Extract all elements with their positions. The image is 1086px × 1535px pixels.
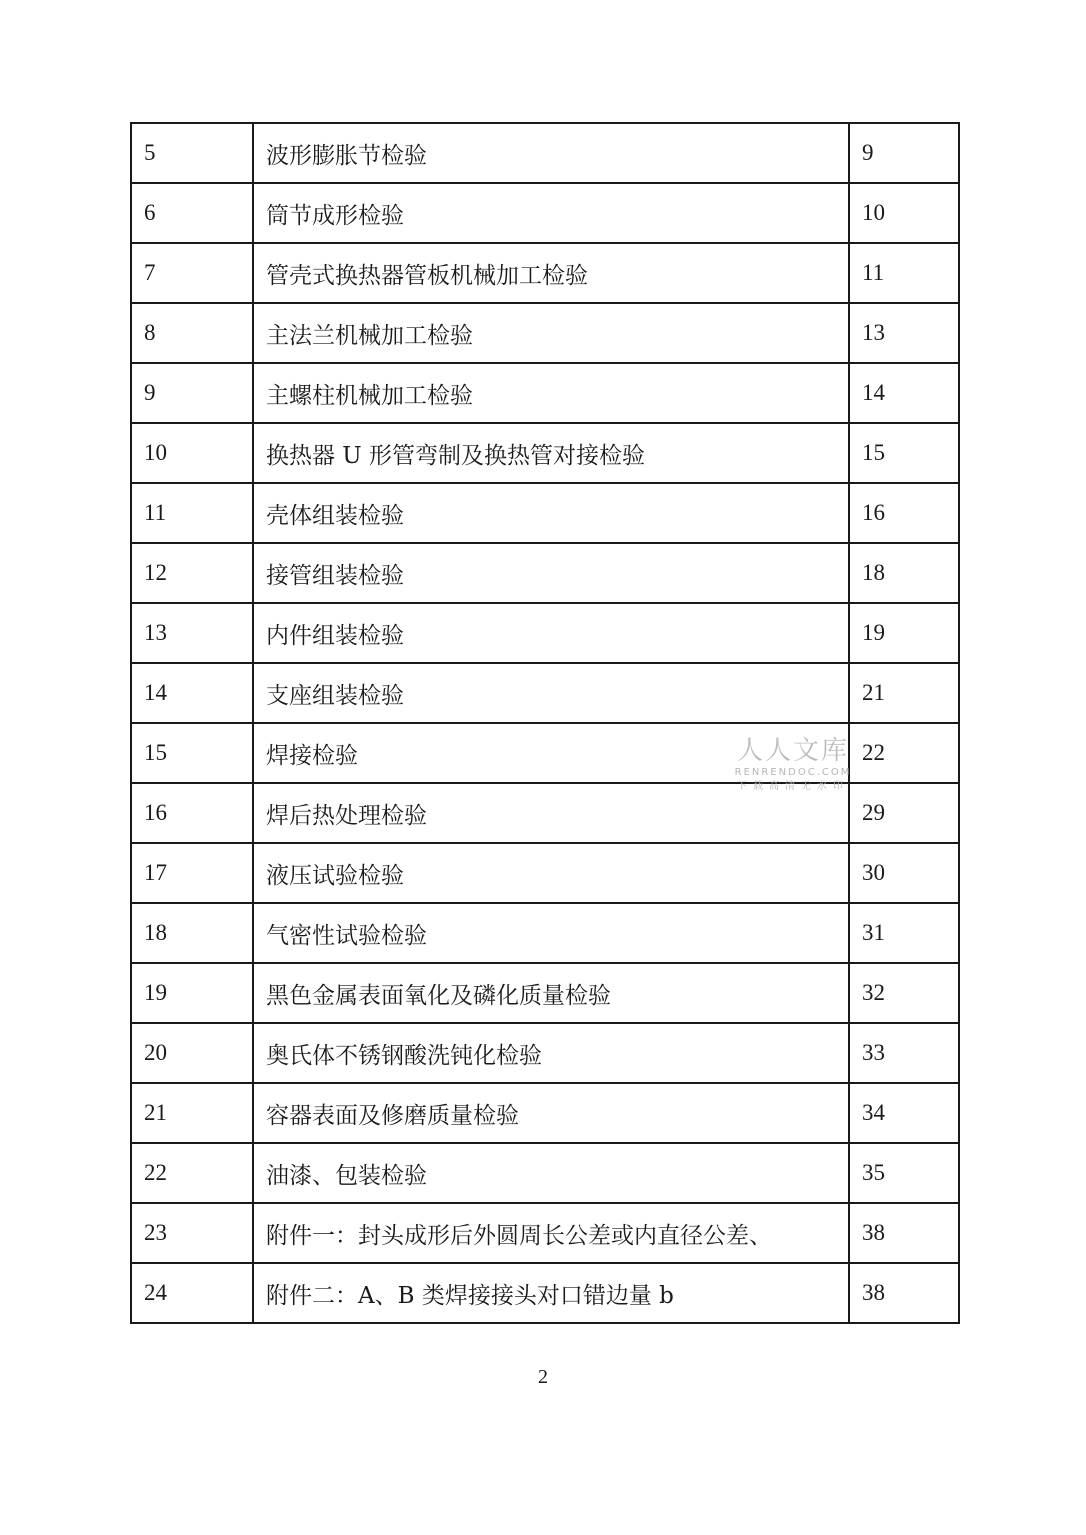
row-title: 筒节成形检验	[253, 183, 849, 243]
row-number: 5	[131, 123, 253, 183]
row-page: 19	[849, 603, 959, 663]
row-title: 支座组装检验	[253, 663, 849, 723]
row-page: 10	[849, 183, 959, 243]
table-row	[131, 843, 959, 903]
watermark-domain: RENRENDOC.COM	[734, 767, 852, 778]
row-title: 黑色金属表面氧化及磷化质量检验	[253, 963, 849, 1023]
row-number: 24	[131, 1263, 253, 1323]
row-page: 31	[849, 903, 959, 963]
row-number: 16	[131, 783, 253, 843]
row-page: 22	[849, 723, 959, 783]
toc-body	[131, 123, 959, 1323]
table-row	[131, 483, 959, 543]
row-page: 29	[849, 783, 959, 843]
row-title: 主法兰机械加工检验	[253, 303, 849, 363]
row-number: 10	[131, 423, 253, 483]
row-page: 9	[849, 123, 959, 183]
row-title: 容器表面及修磨质量检验	[253, 1083, 849, 1143]
table-row	[131, 1143, 959, 1203]
row-page: 16	[849, 483, 959, 543]
table-row	[131, 123, 959, 183]
table-row	[131, 1263, 959, 1323]
page-number: 2	[538, 1366, 548, 1388]
table-row	[131, 603, 959, 663]
table-row	[131, 1083, 959, 1143]
row-number: 15	[131, 723, 253, 783]
row-number: 13	[131, 603, 253, 663]
row-number: 9	[131, 363, 253, 423]
row-title: 液压试验检验	[253, 843, 849, 903]
row-title: 奥氏体不锈钢酸洗钝化检验	[253, 1023, 849, 1083]
row-number: 12	[131, 543, 253, 603]
row-title: 主螺柱机械加工检验	[253, 363, 849, 423]
row-title: 波形膨胀节检验	[253, 123, 849, 183]
table-row	[131, 663, 959, 723]
row-page: 15	[849, 423, 959, 483]
row-title: 管壳式换热器管板机械加工检验	[253, 243, 849, 303]
table-row	[131, 783, 959, 843]
row-page: 35	[849, 1143, 959, 1203]
row-page: 30	[849, 843, 959, 903]
row-number: 7	[131, 243, 253, 303]
row-page: 18	[849, 543, 959, 603]
row-title: 接管组装检验	[253, 543, 849, 603]
row-number: 17	[131, 843, 253, 903]
table-row	[131, 423, 959, 483]
table-row	[131, 903, 959, 963]
table-row	[131, 1023, 959, 1083]
table-row	[131, 963, 959, 1023]
row-number: 8	[131, 303, 253, 363]
table-row	[131, 243, 959, 303]
table-row	[131, 543, 959, 603]
row-number: 11	[131, 483, 253, 543]
row-number: 19	[131, 963, 253, 1023]
table-row	[131, 303, 959, 363]
row-page: 33	[849, 1023, 959, 1083]
table-row	[131, 1203, 959, 1263]
row-title: 焊接检验	[253, 723, 849, 783]
row-number: 18	[131, 903, 253, 963]
row-page: 11	[849, 243, 959, 303]
row-number: 6	[131, 183, 253, 243]
row-page: 32	[849, 963, 959, 1023]
row-page: 14	[849, 363, 959, 423]
row-number: 20	[131, 1023, 253, 1083]
watermark-subtitle: 下载高清无水印	[737, 781, 849, 792]
row-title: 附件二：A、B 类焊接接头对口错边量 b	[253, 1263, 849, 1323]
row-title: 壳体组装检验	[253, 483, 849, 543]
row-number: 21	[131, 1083, 253, 1143]
table-row	[131, 723, 959, 783]
row-title: 附件一：封头成形后外圆周长公差或内直径公差、	[253, 1203, 849, 1263]
row-page: 38	[849, 1203, 959, 1263]
table-row	[131, 363, 959, 423]
watermark-title: 人人文库	[736, 736, 849, 766]
row-title: 换热器 U 形管弯制及换热管对接检验	[253, 423, 849, 483]
row-number: 23	[131, 1203, 253, 1263]
row-page: 21	[849, 663, 959, 723]
row-number: 22	[131, 1143, 253, 1203]
row-title: 焊后热处理检验	[253, 783, 849, 843]
row-page: 38	[849, 1263, 959, 1323]
table-of-contents	[130, 122, 960, 1324]
row-page: 13	[849, 303, 959, 363]
row-title: 气密性试验检验	[253, 903, 849, 963]
row-page: 34	[849, 1083, 959, 1143]
table-row	[131, 183, 959, 243]
row-title: 油漆、包装检验	[253, 1143, 849, 1203]
row-number: 14	[131, 663, 253, 723]
row-title: 内件组装检验	[253, 603, 849, 663]
